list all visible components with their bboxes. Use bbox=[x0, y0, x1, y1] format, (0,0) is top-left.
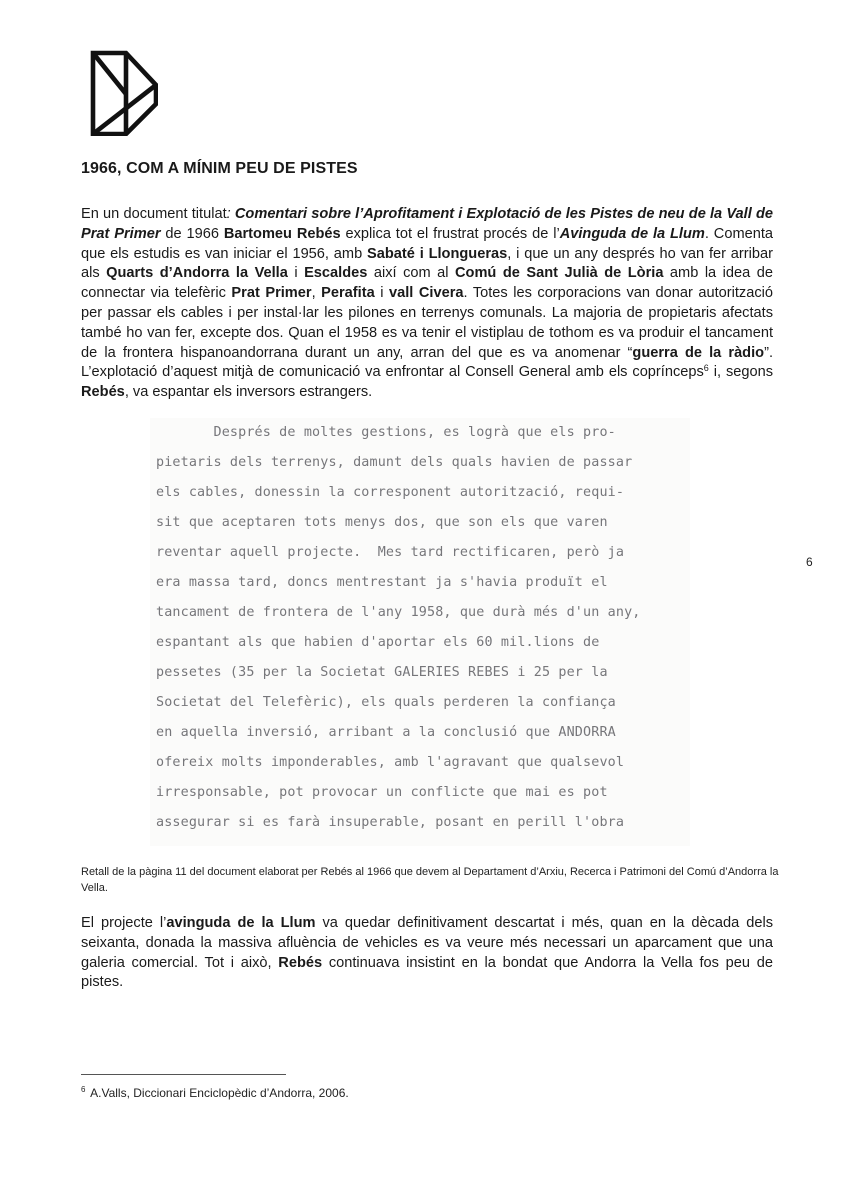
scan-line: Després de moltes gestions, es logrà que els pro- bbox=[156, 425, 616, 440]
footnote-reference: 6 bbox=[703, 363, 709, 374]
scan-line: Societat del Telefèric), els quals perderen la confiança bbox=[156, 695, 616, 710]
scan-line: els cables, donessin la corresponent autorització, requi- bbox=[156, 485, 625, 500]
scan-line: reventar aquell projecte. Mes tard rectificaren, però ja bbox=[156, 545, 625, 560]
footnote-marker: 6 bbox=[81, 1085, 86, 1094]
footnote-text: A.Valls, Diccionari Enciclopèdic d’Andorra, 2006. bbox=[87, 1086, 349, 1100]
paragraph-intro: En un document titulat: Comentari sobre l’Aprofitament i Explotació de les Pistes de neu de la Vall de Prat Primer de 1966 Bartomeu Rebés explica tot el frustrat procés de l’Avinguda de la Llum. Comenta que els estudis es van iniciar el 1956, amb Sabaté i Llongueras, i que un any després ho van fer arribar als Quarts d’Andorra la Vella i Escaldes així com al Comú de Sant Julià de Lòria amb la idea de connectar via telefèric Prat Primer, Perafita i vall Civera. Totes les corporacions van donar autorització per passar els cables i per instal·lar les pilones en terrenys comunals. La majoria de propietaris afectats també ho van fer, excepte dos. Quan el 1958 es va tenir el vistiplau de tothom es va produir el tancament de la frontera hispanoandorrana durant un any, arran del que es va anomenar “guerra de la ràdio”. L’explotació d’aquest mitjà de comunicació va enfrontar al Consell General amb els coprínceps$^6$ i, segons Rebés, va espantar els inversors estrangers. bbox=[81, 206, 774, 401]
scan-line: era massa tard, doncs mentrestant ja s'havia produït el bbox=[156, 575, 608, 590]
scan-line: irresponsable, pot provocar un conflicte que mai es pot bbox=[156, 785, 608, 800]
image-caption: Retall de la pàgina 11 del document elaborat per Rebés al 1966 que devem al Departament d’Arxiu, Recerca i Patrimoni del Comú d’Andorra la Vella. bbox=[81, 866, 779, 894]
footnote bbox=[81, 1086, 349, 1100]
section-title: 1966, COM A MÍNIM PEU DE PISTES bbox=[81, 160, 358, 177]
scan-line: tancament de frontera de l'any 1958, que durà més d'un any, bbox=[156, 605, 641, 620]
scanned-document-excerpt bbox=[150, 418, 690, 846]
paragraph-conclusion: El projecte l’avinguda de la Llum va quedar definitivament descartat i més, quan en la dècada dels seixanta, donada la massiva afluència de vehicles es va veure més necessari un aparcament que una galeria comercial. Tot i això, Rebés continuava insistint en la bondat que Andorra la Vella fos peu de pistes. bbox=[81, 915, 773, 991]
scan-line: sit que aceptaren tots menys dos, que son els que varen bbox=[156, 515, 608, 530]
scan-line: assegurar si es farà insuperable, posant en perill l'obra bbox=[156, 815, 625, 830]
footnote-divider bbox=[81, 1074, 286, 1075]
publisher-logo-icon bbox=[90, 50, 158, 136]
scan-line: en aquella inversió, arribant a la conclusió que ANDORRA bbox=[156, 725, 616, 740]
scan-line: espantant als que habien d'aportar els 60 mil.lions de bbox=[156, 635, 600, 650]
scan-line: pietaris dels terrenys, damunt dels quals havien de passar bbox=[156, 455, 633, 470]
scan-line: ofereix molts imponderables, amb l'agravant que qualsevol bbox=[156, 755, 625, 770]
scan-line: pessetes (35 per la Societat GALERIES REBES i 25 per la bbox=[156, 665, 608, 680]
document-title: Comentari sobre l’Aprofitament i Explotació de les Pistes de neu de la Vall de Prat Primer bbox=[81, 206, 774, 242]
page-number: 6 bbox=[806, 555, 813, 569]
